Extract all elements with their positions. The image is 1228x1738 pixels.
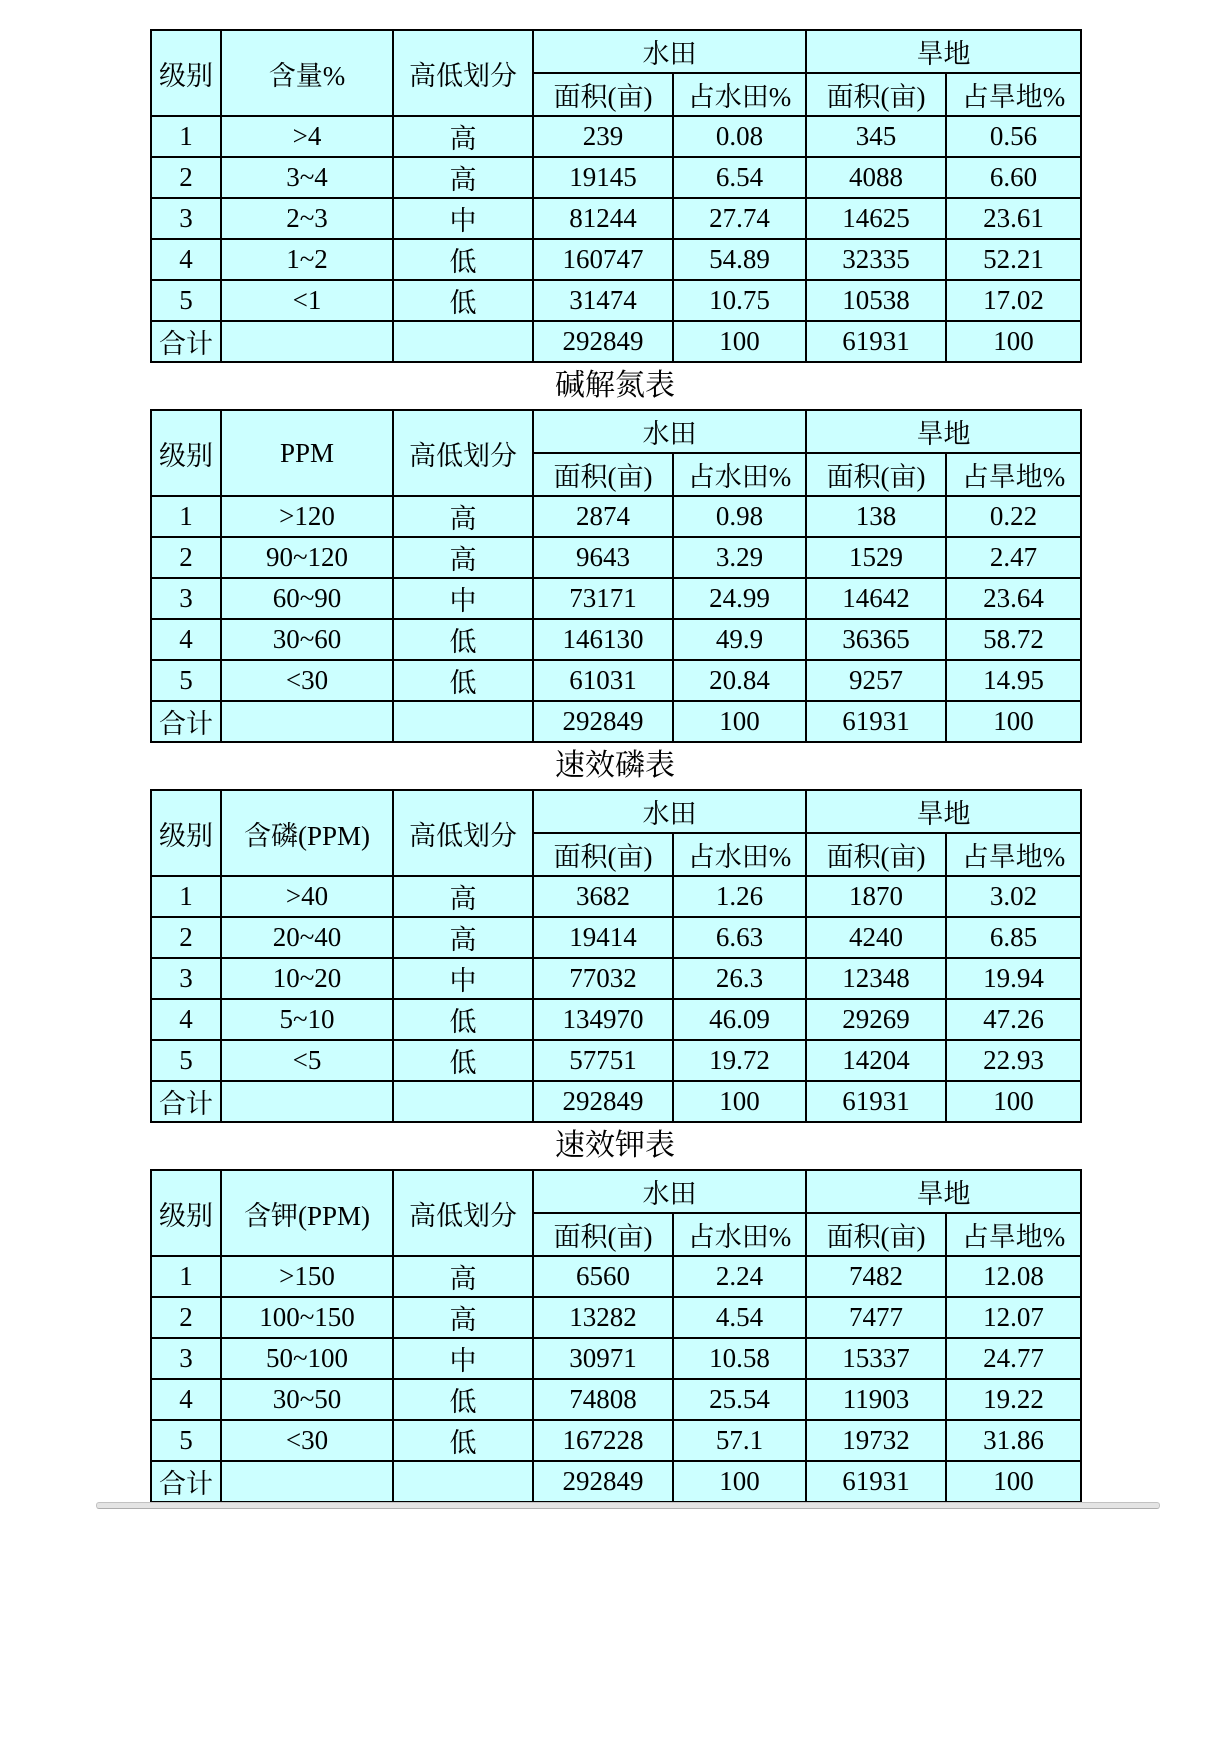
table-body — [151, 1256, 1081, 1502]
table-cell: 100 — [946, 701, 1081, 742]
table-cell: 3 — [151, 958, 221, 999]
table-cell: 高 — [393, 1297, 533, 1338]
table-cell: 2 — [151, 157, 221, 198]
table-cell — [221, 1081, 393, 1122]
table-cell: 160747 — [533, 239, 673, 280]
nutrient-table-3 — [150, 789, 1082, 1123]
table-cell: 167228 — [533, 1420, 673, 1461]
table-cell: 239 — [533, 116, 673, 157]
table-cell — [393, 321, 533, 362]
table-cell: 4.54 — [673, 1297, 806, 1338]
table-cell: 15337 — [806, 1338, 946, 1379]
table-cell: 14.95 — [946, 660, 1081, 701]
col-header-content: 含钾(PPM) — [221, 1170, 393, 1256]
table-cell: 4 — [151, 619, 221, 660]
horizontal-divider — [96, 1502, 1160, 1509]
table-cell: 高 — [393, 157, 533, 198]
nutrient-table-4 — [150, 1169, 1082, 1503]
total-row — [151, 321, 1081, 362]
table-cell: 高 — [393, 876, 533, 917]
table-cell: 19145 — [533, 157, 673, 198]
header-row-groups — [151, 1170, 1081, 1213]
table-cell: 12.07 — [946, 1297, 1081, 1338]
col-header-dryland-pct: 占旱地% — [946, 453, 1081, 496]
table-cell: 134970 — [533, 999, 673, 1040]
table-cell: 138 — [806, 496, 946, 537]
table-cell: 30971 — [533, 1338, 673, 1379]
table-row — [151, 280, 1081, 321]
table-title: 速效钾表 — [555, 1129, 675, 1162]
table-cell: 58.72 — [946, 619, 1081, 660]
table-cell: 6.60 — [946, 157, 1081, 198]
table-row — [151, 1256, 1081, 1297]
table-header — [151, 30, 1081, 116]
nutrient-table-1 — [150, 29, 1082, 363]
table-row — [151, 578, 1081, 619]
col-header-dryland-area: 面积(亩) — [806, 1213, 946, 1256]
table-cell: 10~20 — [221, 958, 393, 999]
col-header-classification: 高低划分 — [393, 410, 533, 496]
soil-fertility-tables — [150, 29, 1080, 1503]
col-header-level: 级别 — [151, 790, 221, 876]
table-row — [151, 958, 1081, 999]
table-cell: 30~60 — [221, 619, 393, 660]
table-cell: 10.75 — [673, 280, 806, 321]
table-cell: 合计 — [151, 321, 221, 362]
table-body — [151, 116, 1081, 362]
table-cell: 合计 — [151, 1081, 221, 1122]
table-cell: 24.99 — [673, 578, 806, 619]
table-cell: 合计 — [151, 701, 221, 742]
table-cell: 5~10 — [221, 999, 393, 1040]
col-header-dryland-area: 面积(亩) — [806, 73, 946, 116]
table-cell: 高 — [393, 537, 533, 578]
table-cell — [393, 1461, 533, 1502]
table-cell: 30~50 — [221, 1379, 393, 1420]
table-cell: 9257 — [806, 660, 946, 701]
col-header-paddy-pct: 占水田% — [673, 1213, 806, 1256]
col-header-level: 级别 — [151, 410, 221, 496]
table-cell — [393, 1081, 533, 1122]
table-body — [151, 876, 1081, 1122]
table-cell: 61931 — [806, 1081, 946, 1122]
table-cell: 26.3 — [673, 958, 806, 999]
table-row — [151, 157, 1081, 198]
table-row — [151, 496, 1081, 537]
table-row — [151, 1040, 1081, 1081]
table-cell: 4 — [151, 1379, 221, 1420]
table-cell: 100 — [946, 1081, 1081, 1122]
table-cell: 0.98 — [673, 496, 806, 537]
col-group-paddy: 水田 — [533, 30, 806, 73]
table-cell: 2 — [151, 1297, 221, 1338]
table-cell: 4 — [151, 999, 221, 1040]
table-title: 速效磷表 — [555, 749, 675, 782]
table-header — [151, 410, 1081, 496]
table-cell: 1 — [151, 116, 221, 157]
table-cell: 74808 — [533, 1379, 673, 1420]
table-cell: 19.22 — [946, 1379, 1081, 1420]
table-cell: 5 — [151, 280, 221, 321]
col-group-paddy: 水田 — [533, 790, 806, 833]
table-cell: 4 — [151, 239, 221, 280]
col-header-dryland-area: 面积(亩) — [806, 833, 946, 876]
table-cell: 2874 — [533, 496, 673, 537]
table-block-1 — [150, 29, 1080, 363]
col-header-paddy-area: 面积(亩) — [533, 833, 673, 876]
table-row — [151, 1420, 1081, 1461]
table-cell: 47.26 — [946, 999, 1081, 1040]
table-cell: 60~90 — [221, 578, 393, 619]
col-header-level: 级别 — [151, 1170, 221, 1256]
table-cell: >4 — [221, 116, 393, 157]
table-block-4 — [150, 1123, 1080, 1503]
table-cell: 146130 — [533, 619, 673, 660]
table-cell: 292849 — [533, 701, 673, 742]
col-header-dryland-pct: 占旱地% — [946, 73, 1081, 116]
table-cell: 13282 — [533, 1297, 673, 1338]
table-cell: 1529 — [806, 537, 946, 578]
table-cell: 合计 — [151, 1461, 221, 1502]
table-cell: 7477 — [806, 1297, 946, 1338]
table-cell: 9643 — [533, 537, 673, 578]
table-row — [151, 116, 1081, 157]
table-cell: 29269 — [806, 999, 946, 1040]
table-cell: 2~3 — [221, 198, 393, 239]
table-cell: 24.77 — [946, 1338, 1081, 1379]
table-cell: 2 — [151, 917, 221, 958]
table-row — [151, 1297, 1081, 1338]
table-cell: <1 — [221, 280, 393, 321]
total-row — [151, 1081, 1081, 1122]
col-group-dryland: 旱地 — [806, 1170, 1081, 1213]
col-header-paddy-pct: 占水田% — [673, 833, 806, 876]
table-cell: 中 — [393, 958, 533, 999]
table-cell: <5 — [221, 1040, 393, 1081]
table-cell: 12.08 — [946, 1256, 1081, 1297]
col-header-content: 含量% — [221, 30, 393, 116]
table-cell: 3~4 — [221, 157, 393, 198]
table-cell: 3 — [151, 198, 221, 239]
table-cell: 52.21 — [946, 239, 1081, 280]
table-cell: 14642 — [806, 578, 946, 619]
table-body — [151, 496, 1081, 742]
table-header — [151, 1170, 1081, 1256]
col-group-paddy: 水田 — [533, 410, 806, 453]
table-cell: 6.85 — [946, 917, 1081, 958]
table-cell: 4240 — [806, 917, 946, 958]
table-cell: 100 — [673, 701, 806, 742]
table-cell: 2 — [151, 537, 221, 578]
table-cell: 61931 — [806, 321, 946, 362]
table-cell: 61031 — [533, 660, 673, 701]
table-cell: 11903 — [806, 1379, 946, 1420]
col-header-dryland-area: 面积(亩) — [806, 453, 946, 496]
col-group-dryland: 旱地 — [806, 30, 1081, 73]
col-header-classification: 高低划分 — [393, 30, 533, 116]
table-cell: >150 — [221, 1256, 393, 1297]
table-cell: 0.56 — [946, 116, 1081, 157]
table-cell: <30 — [221, 660, 393, 701]
table-cell — [393, 701, 533, 742]
table-cell: <30 — [221, 1420, 393, 1461]
table-cell: 低 — [393, 239, 533, 280]
col-header-content: PPM — [221, 410, 393, 496]
table-row — [151, 917, 1081, 958]
table-cell: 100 — [673, 1461, 806, 1502]
table-block-2 — [150, 363, 1080, 743]
table-cell — [221, 321, 393, 362]
table-cell: 32335 — [806, 239, 946, 280]
table-header — [151, 790, 1081, 876]
table-cell: 46.09 — [673, 999, 806, 1040]
table-cell: 高 — [393, 1256, 533, 1297]
col-header-classification: 高低划分 — [393, 790, 533, 876]
total-row — [151, 701, 1081, 742]
table-cell: 31474 — [533, 280, 673, 321]
table-cell: 61931 — [806, 1461, 946, 1502]
table-cell: 100 — [673, 1081, 806, 1122]
table-cell: 50~100 — [221, 1338, 393, 1379]
table-cell: 5 — [151, 1420, 221, 1461]
table-cell: 高 — [393, 116, 533, 157]
table-cell: 1~2 — [221, 239, 393, 280]
total-row — [151, 1461, 1081, 1502]
header-row-groups — [151, 30, 1081, 73]
table-cell: 49.9 — [673, 619, 806, 660]
table-cell: 低 — [393, 1040, 533, 1081]
table-cell: 19414 — [533, 917, 673, 958]
table-cell: 100 — [946, 1461, 1081, 1502]
table-cell: 低 — [393, 1379, 533, 1420]
table-cell: 3 — [151, 578, 221, 619]
table-cell: 6.63 — [673, 917, 806, 958]
table-cell: 10.58 — [673, 1338, 806, 1379]
table-cell: 61931 — [806, 701, 946, 742]
table-cell: 1870 — [806, 876, 946, 917]
table-cell: 低 — [393, 1420, 533, 1461]
col-group-dryland: 旱地 — [806, 410, 1081, 453]
table-cell: 5 — [151, 1040, 221, 1081]
table-cell: 27.74 — [673, 198, 806, 239]
col-header-paddy-area: 面积(亩) — [533, 73, 673, 116]
table-cell: 高 — [393, 496, 533, 537]
table-cell: 3 — [151, 1338, 221, 1379]
table-cell: 19.72 — [673, 1040, 806, 1081]
table-cell: 1.26 — [673, 876, 806, 917]
table-cell: 20.84 — [673, 660, 806, 701]
table-cell: 0.22 — [946, 496, 1081, 537]
col-group-paddy: 水田 — [533, 1170, 806, 1213]
table-block-3 — [150, 743, 1080, 1123]
table-cell — [221, 701, 393, 742]
col-header-dryland-pct: 占旱地% — [946, 833, 1081, 876]
table-cell: 3.02 — [946, 876, 1081, 917]
table-cell: 4088 — [806, 157, 946, 198]
col-header-paddy-area: 面积(亩) — [533, 453, 673, 496]
col-header-content: 含磷(PPM) — [221, 790, 393, 876]
table-cell: 292849 — [533, 321, 673, 362]
col-header-dryland-pct: 占旱地% — [946, 1213, 1081, 1256]
table-cell — [221, 1461, 393, 1502]
table-cell: 77032 — [533, 958, 673, 999]
table-row — [151, 537, 1081, 578]
table-cell: 90~120 — [221, 537, 393, 578]
table-cell: 12348 — [806, 958, 946, 999]
table-cell: 292849 — [533, 1081, 673, 1122]
table-cell: 中 — [393, 198, 533, 239]
table-cell: 2.47 — [946, 537, 1081, 578]
table-cell: 2.24 — [673, 1256, 806, 1297]
table-cell: 100 — [946, 321, 1081, 362]
table-cell: 23.64 — [946, 578, 1081, 619]
col-header-level: 级别 — [151, 30, 221, 116]
table-cell: 低 — [393, 280, 533, 321]
table-title: 碱解氮表 — [555, 369, 675, 402]
table-cell: 25.54 — [673, 1379, 806, 1420]
header-row-groups — [151, 790, 1081, 833]
table-cell: 1 — [151, 876, 221, 917]
table-cell: 345 — [806, 116, 946, 157]
table-cell: 10538 — [806, 280, 946, 321]
table-cell: 36365 — [806, 619, 946, 660]
col-header-classification: 高低划分 — [393, 1170, 533, 1256]
table-cell: 14204 — [806, 1040, 946, 1081]
nutrient-table-2 — [150, 409, 1082, 743]
table-cell: 23.61 — [946, 198, 1081, 239]
table-row — [151, 619, 1081, 660]
table-cell: 6.54 — [673, 157, 806, 198]
table-cell: 14625 — [806, 198, 946, 239]
col-header-paddy-pct: 占水田% — [673, 73, 806, 116]
table-cell: 6560 — [533, 1256, 673, 1297]
table-cell: 292849 — [533, 1461, 673, 1502]
table-row — [151, 999, 1081, 1040]
col-header-paddy-area: 面积(亩) — [533, 1213, 673, 1256]
table-cell: 54.89 — [673, 239, 806, 280]
table-cell: 0.08 — [673, 116, 806, 157]
table-cell: 3.29 — [673, 537, 806, 578]
table-cell: 5 — [151, 660, 221, 701]
table-cell: 3682 — [533, 876, 673, 917]
table-cell: 低 — [393, 999, 533, 1040]
table-cell: 20~40 — [221, 917, 393, 958]
table-cell: 31.86 — [946, 1420, 1081, 1461]
table-row — [151, 876, 1081, 917]
table-cell: 7482 — [806, 1256, 946, 1297]
table-cell: 73171 — [533, 578, 673, 619]
table-cell: 1 — [151, 496, 221, 537]
table-cell: 57751 — [533, 1040, 673, 1081]
table-cell: 19732 — [806, 1420, 946, 1461]
table-cell: 低 — [393, 660, 533, 701]
table-row — [151, 198, 1081, 239]
table-cell: 低 — [393, 619, 533, 660]
table-row — [151, 1379, 1081, 1420]
table-cell: 19.94 — [946, 958, 1081, 999]
col-group-dryland: 旱地 — [806, 790, 1081, 833]
table-cell: 100~150 — [221, 1297, 393, 1338]
table-cell: 100 — [673, 321, 806, 362]
table-cell: 57.1 — [673, 1420, 806, 1461]
table-cell: 81244 — [533, 198, 673, 239]
table-cell: 1 — [151, 1256, 221, 1297]
header-row-groups — [151, 410, 1081, 453]
table-cell: 17.02 — [946, 280, 1081, 321]
table-cell: 22.93 — [946, 1040, 1081, 1081]
table-cell: >40 — [221, 876, 393, 917]
table-cell: 中 — [393, 1338, 533, 1379]
table-row — [151, 239, 1081, 280]
table-cell: 高 — [393, 917, 533, 958]
table-row — [151, 660, 1081, 701]
table-row — [151, 1338, 1081, 1379]
table-cell: 中 — [393, 578, 533, 619]
col-header-paddy-pct: 占水田% — [673, 453, 806, 496]
table-cell: >120 — [221, 496, 393, 537]
